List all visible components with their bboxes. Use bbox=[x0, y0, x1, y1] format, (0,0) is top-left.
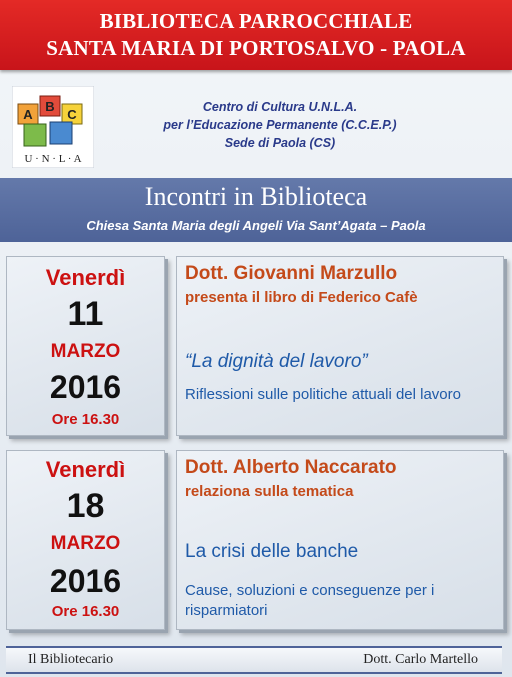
event-2-speaker: Dott. Alberto Naccarato bbox=[185, 457, 397, 478]
incontri-title: Incontri in Biblioteca bbox=[144, 182, 368, 211]
event-1-info-panel bbox=[176, 256, 504, 436]
event-2-month: MARZO bbox=[50, 533, 121, 554]
event-1-month: MARZO bbox=[50, 341, 121, 362]
header-title-line1: BIBLIOTECA PARROCCHIALE bbox=[99, 9, 413, 33]
event-2-time: Ore 16.30 bbox=[51, 603, 120, 620]
centro-cultura-block bbox=[140, 98, 420, 152]
event-1-intro: presenta il libro di Federico Cafè bbox=[185, 289, 418, 306]
header-banner bbox=[0, 0, 512, 70]
event-2-day: Venerdì bbox=[45, 457, 126, 482]
unla-logo bbox=[12, 86, 94, 168]
logo-letter-b: B bbox=[45, 99, 55, 114]
event-1-date: 11 bbox=[67, 295, 104, 333]
footer-bar bbox=[6, 646, 502, 674]
header-title-line2: SANTA MARIA DI PORTOSALVO - PAOLA bbox=[46, 36, 466, 60]
event-2-intro: relaziona sulla tematica bbox=[185, 483, 354, 500]
incontri-location: Chiesa Santa Maria degli Angeli Via Sant’Agata – Paola bbox=[86, 218, 426, 233]
event-1-time: Ore 16.30 bbox=[51, 411, 120, 428]
event-2-info-panel bbox=[176, 450, 504, 630]
event-1-description: Riflessioni sulle politiche attuali del lavoro bbox=[185, 386, 461, 403]
footer-librarian-label: Il Bibliotecario bbox=[28, 652, 114, 667]
incontri-band bbox=[0, 178, 512, 242]
event-2-topic: La crisi delle banche bbox=[185, 541, 359, 562]
event-1-day: Venerdì bbox=[45, 265, 126, 290]
event-1-topic: “La dignità del lavoro” bbox=[185, 351, 368, 372]
event-1-speaker: Dott. Giovanni Marzullo bbox=[185, 263, 398, 284]
logo-letter-a: A bbox=[23, 107, 33, 122]
centro-line3: Sede di Paola (CS) bbox=[224, 136, 336, 150]
event-2-date: 18 bbox=[66, 487, 105, 525]
event-2-date-panel bbox=[6, 450, 165, 630]
centro-line2: per l’Educazione Permanente (C.C.E.P.) bbox=[163, 118, 397, 132]
footer-librarian-name: Dott. Carlo Martello bbox=[363, 652, 478, 667]
event-1-date-panel bbox=[6, 256, 165, 436]
logo-unla-text: U · N · L · A bbox=[24, 153, 82, 165]
event-1-year: 2016 bbox=[49, 369, 122, 405]
centro-line1: Centro di Cultura U.N.L.A. bbox=[202, 100, 358, 114]
event-2-description: Cause, soluzioni e conseguenze per i risparmiatori bbox=[185, 582, 435, 619]
event-2-year: 2016 bbox=[49, 563, 122, 599]
logo-letter-c: C bbox=[67, 107, 77, 122]
